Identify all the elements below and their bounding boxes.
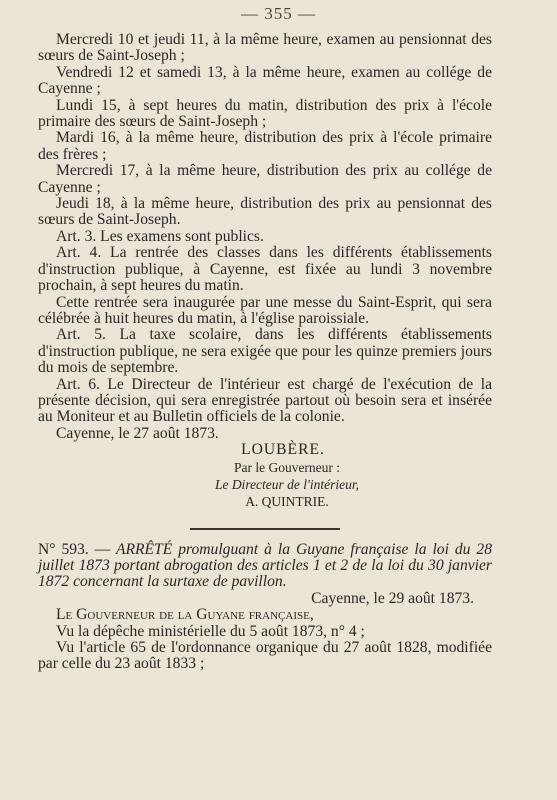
- paragraph: Lundi 15, à sept heures du matin, distribution des prix à l'école primaire des sœurs de Saint-Joseph ;: [38, 96, 492, 131]
- arrete-number: N° 593. —: [38, 540, 111, 558]
- signature-role: Le Directeur de l'intérieur,: [214, 476, 360, 492]
- signature-date: Cayenne, le 27 août 1873.: [56, 424, 219, 442]
- paragraph: Vendredi 12 et samedi 13, à la même heure, examen au collége de Cayenne ;: [38, 63, 492, 98]
- article-5: Art. 5. La taxe scolaire, dans les différents établissements d'instruction publique, ne sera exigée que pour les quinze premiers jours du mois de septembre.: [38, 326, 492, 377]
- page-number: — 355 —: [241, 4, 316, 23]
- arrete-title: ARRÊTÉ promulguant à la Guyane française la loi du 28 juillet 1873 portant abrogation des articles 1 et 2 de la loi du 30 janvier 1872 concernant la surtaxe de pavillon.: [38, 540, 492, 591]
- document-body: [38, 32, 492, 673]
- signature-par-line: Par le Gouverneur :: [233, 459, 341, 475]
- section-divider: [190, 528, 340, 530]
- arrete-heading: [38, 542, 492, 591]
- signature-name: LOUBÈRE.: [241, 441, 325, 459]
- paragraph: Jeudi 18, à la même heure, distribution des prix au pensionnat des sœurs de Saint-Joseph.: [38, 195, 492, 229]
- article-4: Art. 4. La rentrée des classes dans les différents établissements d'instruction publique, à Cayenne, est fixée au lundi 3 novembre prochain, à sept heures du matin.: [38, 244, 492, 295]
- paragraph: Mercredi 10 et jeudi 11, à la même heure, examen au pensionnat des sœurs de Saint-Joseph ;: [38, 31, 492, 65]
- vu-clause: Vu la dépêche ministérielle du 5 août 1873, n° 4 ;: [56, 622, 365, 640]
- paragraph: Mercredi 17, à la même heure, distribution des prix au collége de Cayenne ;: [38, 162, 492, 196]
- signature-cosigner: A. QUINTRIE.: [245, 493, 329, 509]
- paragraph: Cette rentrée sera inaugurée par une messe du Saint-Esprit, qui sera célébrée à huit heures du matin, à l'église paroissiale.: [38, 293, 492, 327]
- arrete-opening: Le Gouverneur de la Guyane française,: [56, 606, 314, 624]
- article-6: Art. 6. Le Directeur de l'intérieur est chargé de l'exécution de la présente décision, qui sera enregistrée partout où besoin sera et insérée au Moniteur et au Bulletin officiels de la colonie.: [38, 375, 492, 426]
- article-3: Art. 3. Les examens sont publics.: [56, 227, 264, 245]
- vu-clause: Vu l'article 65 de l'ordonnance organique du 27 août 1828, modifiée par celle du 23 août 1833 ;: [38, 639, 492, 673]
- arrete-date: Cayenne, le 29 août 1873.: [311, 589, 474, 607]
- paragraph: Mardi 16, à la même heure, distribution des prix à l'école primaire des frères ;: [38, 129, 492, 163]
